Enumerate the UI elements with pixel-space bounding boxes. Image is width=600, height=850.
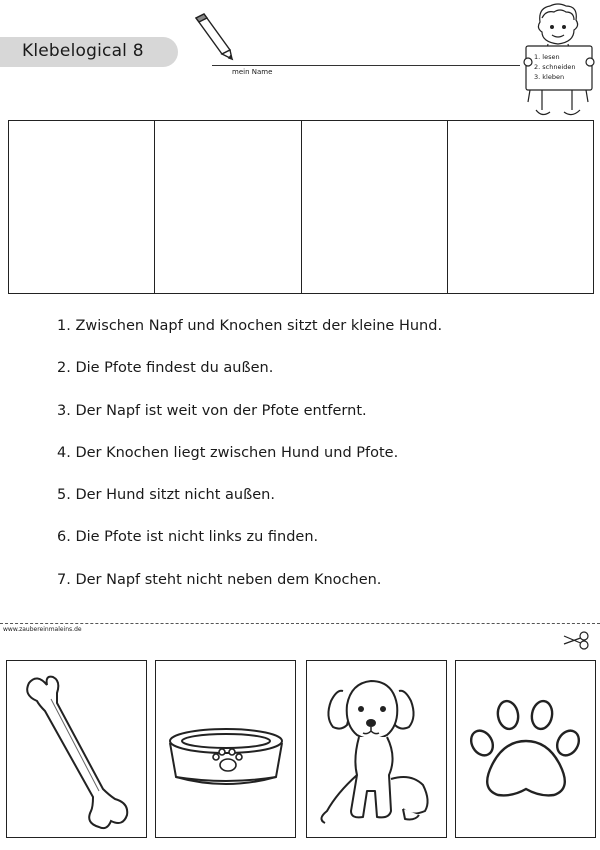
clue-item: 6. Die Pfote ist nicht links zu finden.	[57, 529, 319, 546]
clue-item: 5. Der Hund sitzt nicht außen.	[57, 487, 275, 504]
bowl-card[interactable]	[155, 660, 296, 838]
cutout-cards	[0, 660, 600, 840]
step-cut: 2. schneiden	[534, 63, 576, 71]
step-read: 1. lesen	[534, 53, 560, 61]
cut-line	[0, 623, 600, 624]
clue-item: 3. Der Napf ist weit von der Pfote entfernt.	[57, 402, 367, 419]
scissors-icon	[560, 630, 592, 650]
worksheet-title: Klebelogical 8	[22, 41, 144, 61]
clue-item: 2. Die Pfote findest du außen.	[57, 360, 274, 377]
paw-print-icon	[456, 661, 595, 837]
clue-item: 7. Der Napf steht nicht neben dem Knochen.	[57, 571, 382, 588]
pencil-icon	[190, 12, 236, 62]
clue-list	[57, 318, 442, 614]
bone-icon	[7, 661, 146, 837]
paw-card[interactable]	[455, 660, 596, 838]
dog-card[interactable]	[306, 660, 447, 838]
clue-item: 4. Der Knochen liegt zwischen Hund und Pfote.	[57, 444, 399, 461]
answer-slot[interactable]	[9, 121, 155, 293]
step-glue: 3. kleben	[534, 73, 565, 81]
clue-item: 1. Zwischen Napf und Knochen sitzt der kleine Hund.	[57, 318, 443, 334]
answer-slot[interactable]	[155, 121, 301, 293]
website-credit: www.zaubereinmaleins.de	[3, 626, 82, 633]
bone-card[interactable]	[6, 660, 147, 838]
dog-bowl-icon	[156, 661, 295, 837]
answer-slot[interactable]	[302, 121, 448, 293]
puppy-icon	[307, 661, 446, 837]
answer-grid	[8, 120, 594, 294]
name-line[interactable]	[212, 65, 520, 66]
name-label: mein Name	[232, 68, 273, 76]
answer-slot[interactable]	[448, 121, 593, 293]
steps-list	[534, 52, 576, 82]
